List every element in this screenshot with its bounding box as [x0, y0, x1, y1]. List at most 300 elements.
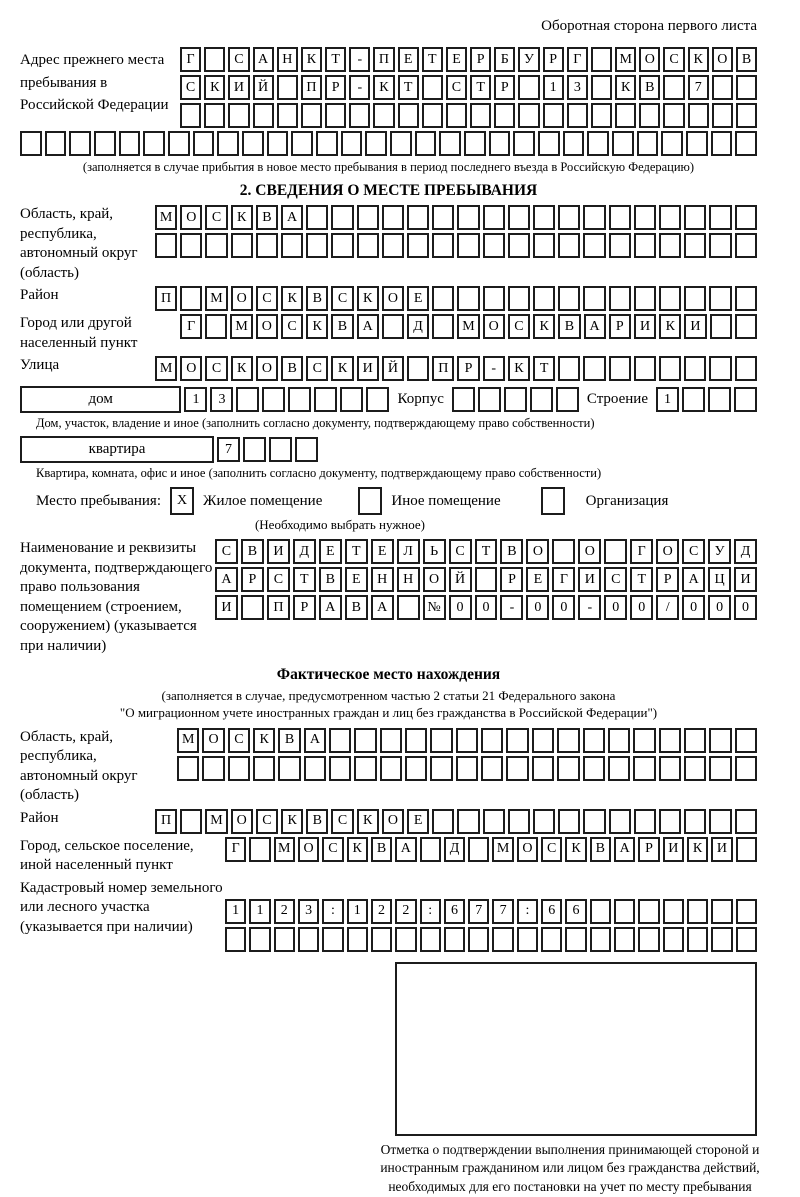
char-cell[interactable] — [634, 286, 656, 311]
char-cell[interactable] — [341, 131, 363, 156]
char-cell[interactable] — [373, 103, 394, 128]
char-cell[interactable]: И — [734, 567, 757, 592]
char-cell[interactable] — [533, 233, 555, 258]
char-cell[interactable]: С — [446, 75, 467, 100]
char-cell[interactable]: И — [228, 75, 249, 100]
char-cell[interactable] — [143, 131, 165, 156]
char-cell[interactable] — [736, 103, 757, 128]
char-cell[interactable] — [709, 728, 731, 753]
char-cell[interactable] — [382, 205, 404, 230]
char-cell[interactable] — [371, 927, 392, 952]
char-cell[interactable] — [242, 131, 264, 156]
char-cell[interactable] — [243, 437, 266, 462]
char-cell[interactable] — [508, 809, 530, 834]
char-cell[interactable]: С — [306, 356, 328, 381]
char-cell[interactable] — [659, 356, 681, 381]
char-cell[interactable] — [432, 233, 454, 258]
stay-type-checkbox-org[interactable] — [541, 487, 565, 515]
char-cell[interactable]: М — [274, 837, 295, 862]
char-cell[interactable] — [712, 103, 733, 128]
char-cell[interactable] — [446, 103, 467, 128]
char-cell[interactable]: К — [231, 205, 253, 230]
char-cell[interactable]: - — [483, 356, 505, 381]
char-cell[interactable] — [407, 356, 429, 381]
char-cell[interactable]: А — [584, 314, 606, 339]
char-cell[interactable] — [709, 809, 731, 834]
char-cell[interactable] — [637, 131, 659, 156]
char-cell[interactable] — [583, 756, 605, 781]
char-cell[interactable] — [357, 233, 379, 258]
char-cell[interactable]: Е — [526, 567, 549, 592]
char-cell[interactable] — [557, 756, 579, 781]
char-cell[interactable] — [357, 205, 379, 230]
char-cell[interactable] — [608, 728, 630, 753]
char-cell[interactable] — [420, 837, 441, 862]
char-cell[interactable] — [558, 356, 580, 381]
char-cell[interactable] — [478, 387, 501, 412]
char-cell[interactable]: С — [682, 539, 705, 564]
char-cell[interactable]: С — [256, 809, 278, 834]
char-cell[interactable]: М — [492, 837, 513, 862]
char-cell[interactable] — [380, 728, 402, 753]
char-cell[interactable] — [735, 728, 757, 753]
char-cell[interactable]: Р — [638, 837, 659, 862]
char-cell[interactable] — [439, 131, 461, 156]
char-cell[interactable] — [354, 728, 376, 753]
char-cell[interactable]: В — [500, 539, 523, 564]
char-cell[interactable] — [228, 756, 250, 781]
char-cell[interactable] — [468, 927, 489, 952]
char-cell[interactable] — [253, 756, 275, 781]
char-cell[interactable]: 0 — [552, 595, 575, 620]
char-cell[interactable] — [314, 387, 337, 412]
char-cell[interactable] — [398, 103, 419, 128]
char-cell[interactable]: К — [687, 837, 708, 862]
char-cell[interactable] — [456, 756, 478, 781]
char-cell[interactable] — [558, 286, 580, 311]
char-cell[interactable] — [366, 387, 389, 412]
char-cell[interactable]: : — [322, 899, 343, 924]
char-cell[interactable]: 1 — [249, 899, 270, 924]
char-cell[interactable] — [329, 756, 351, 781]
char-cell[interactable] — [518, 75, 539, 100]
char-cell[interactable] — [489, 131, 511, 156]
char-cell[interactable]: К — [204, 75, 225, 100]
char-cell[interactable]: С — [331, 809, 353, 834]
char-cell[interactable]: А — [614, 837, 635, 862]
char-cell[interactable] — [612, 131, 634, 156]
char-cell[interactable] — [684, 205, 706, 230]
char-cell[interactable] — [736, 837, 757, 862]
char-cell[interactable] — [241, 595, 264, 620]
char-cell[interactable]: 0 — [449, 595, 472, 620]
char-cell[interactable] — [506, 756, 528, 781]
char-cell[interactable] — [325, 103, 346, 128]
char-cell[interactable] — [634, 356, 656, 381]
char-cell[interactable]: С — [508, 314, 530, 339]
char-cell[interactable] — [659, 233, 681, 258]
char-cell[interactable]: 6 — [444, 899, 465, 924]
char-cell[interactable]: Т — [422, 47, 443, 72]
char-cell[interactable] — [329, 728, 351, 753]
char-cell[interactable]: В — [345, 595, 368, 620]
char-cell[interactable] — [711, 927, 732, 952]
char-cell[interactable]: 6 — [541, 899, 562, 924]
char-cell[interactable] — [684, 728, 706, 753]
char-cell[interactable] — [709, 233, 731, 258]
char-cell[interactable] — [452, 387, 475, 412]
char-cell[interactable] — [634, 205, 656, 230]
char-cell[interactable]: Д — [293, 539, 316, 564]
char-cell[interactable] — [609, 356, 631, 381]
char-cell[interactable]: Н — [277, 47, 298, 72]
char-cell[interactable]: Р — [470, 47, 491, 72]
char-cell[interactable] — [659, 205, 681, 230]
char-cell[interactable] — [306, 233, 328, 258]
house-type-box[interactable]: дом — [20, 386, 181, 413]
char-cell[interactable] — [205, 233, 227, 258]
char-cell[interactable] — [558, 205, 580, 230]
char-cell[interactable] — [711, 899, 732, 924]
char-cell[interactable] — [354, 756, 376, 781]
char-cell[interactable] — [663, 75, 684, 100]
char-cell[interactable]: К — [373, 75, 394, 100]
char-cell[interactable]: 1 — [184, 387, 207, 412]
char-cell[interactable]: Т — [475, 539, 498, 564]
char-cell[interactable]: Д — [407, 314, 429, 339]
char-cell[interactable] — [711, 131, 733, 156]
char-cell[interactable] — [432, 314, 454, 339]
char-cell[interactable]: Е — [345, 567, 368, 592]
char-cell[interactable]: А — [319, 595, 342, 620]
char-cell[interactable] — [533, 205, 555, 230]
char-cell[interactable] — [483, 286, 505, 311]
char-cell[interactable] — [558, 233, 580, 258]
char-cell[interactable] — [274, 927, 295, 952]
char-cell[interactable]: И — [663, 837, 684, 862]
char-cell[interactable]: 7 — [468, 899, 489, 924]
char-cell[interactable]: М — [457, 314, 479, 339]
char-cell[interactable]: В — [281, 356, 303, 381]
char-cell[interactable]: С — [331, 286, 353, 311]
char-cell[interactable]: Р — [500, 567, 523, 592]
char-cell[interactable] — [457, 205, 479, 230]
char-cell[interactable]: Н — [397, 567, 420, 592]
char-cell[interactable] — [430, 756, 452, 781]
char-cell[interactable] — [288, 387, 311, 412]
char-cell[interactable] — [633, 728, 655, 753]
char-cell[interactable]: Г — [567, 47, 588, 72]
char-cell[interactable]: С — [205, 356, 227, 381]
char-cell[interactable]: А — [395, 837, 416, 862]
char-cell[interactable] — [316, 131, 338, 156]
char-cell[interactable] — [508, 233, 530, 258]
char-cell[interactable]: М — [230, 314, 252, 339]
char-cell[interactable]: О — [639, 47, 660, 72]
char-cell[interactable] — [298, 927, 319, 952]
char-cell[interactable] — [563, 131, 585, 156]
char-cell[interactable]: С — [604, 567, 627, 592]
char-cell[interactable] — [638, 899, 659, 924]
char-cell[interactable] — [20, 131, 42, 156]
char-cell[interactable]: П — [155, 809, 177, 834]
char-cell[interactable] — [291, 131, 313, 156]
char-cell[interactable] — [583, 356, 605, 381]
char-cell[interactable]: В — [306, 809, 328, 834]
char-cell[interactable]: В — [639, 75, 660, 100]
char-cell[interactable]: О — [578, 539, 601, 564]
char-cell[interactable] — [470, 103, 491, 128]
char-cell[interactable] — [687, 927, 708, 952]
char-cell[interactable]: О — [712, 47, 733, 72]
char-cell[interactable] — [557, 728, 579, 753]
char-cell[interactable] — [444, 927, 465, 952]
char-cell[interactable]: В — [558, 314, 580, 339]
char-cell[interactable] — [639, 103, 660, 128]
char-cell[interactable] — [193, 131, 215, 156]
char-cell[interactable] — [155, 233, 177, 258]
char-cell[interactable] — [736, 899, 757, 924]
char-cell[interactable] — [483, 205, 505, 230]
char-cell[interactable] — [481, 728, 503, 753]
char-cell[interactable]: Т — [398, 75, 419, 100]
char-cell[interactable] — [661, 131, 683, 156]
char-cell[interactable] — [456, 728, 478, 753]
char-cell[interactable]: К — [659, 314, 681, 339]
char-cell[interactable]: Т — [345, 539, 368, 564]
char-cell[interactable] — [684, 756, 706, 781]
char-cell[interactable] — [591, 75, 612, 100]
char-cell[interactable] — [735, 131, 757, 156]
char-cell[interactable]: К — [347, 837, 368, 862]
char-cell[interactable]: Р — [241, 567, 264, 592]
char-cell[interactable] — [432, 286, 454, 311]
char-cell[interactable]: П — [155, 286, 177, 311]
char-cell[interactable] — [306, 205, 328, 230]
char-cell[interactable]: Ь — [423, 539, 446, 564]
char-cell[interactable]: У — [518, 47, 539, 72]
char-cell[interactable]: 1 — [656, 387, 679, 412]
char-cell[interactable] — [492, 927, 513, 952]
char-cell[interactable] — [295, 437, 318, 462]
char-cell[interactable]: С — [541, 837, 562, 862]
char-cell[interactable] — [583, 728, 605, 753]
char-cell[interactable] — [614, 899, 635, 924]
char-cell[interactable]: С — [663, 47, 684, 72]
char-cell[interactable]: Й — [449, 567, 472, 592]
char-cell[interactable]: П — [373, 47, 394, 72]
char-cell[interactable]: М — [155, 205, 177, 230]
char-cell[interactable] — [709, 205, 731, 230]
char-cell[interactable] — [735, 286, 757, 311]
char-cell[interactable]: А — [371, 595, 394, 620]
char-cell[interactable]: А — [253, 47, 274, 72]
char-cell[interactable] — [709, 756, 731, 781]
char-cell[interactable]: Е — [446, 47, 467, 72]
char-cell[interactable]: 0 — [708, 595, 731, 620]
char-cell[interactable] — [634, 233, 656, 258]
char-cell[interactable]: 0 — [682, 595, 705, 620]
char-cell[interactable]: М — [205, 809, 227, 834]
char-cell[interactable] — [663, 899, 684, 924]
char-cell[interactable] — [382, 233, 404, 258]
char-cell[interactable]: М — [615, 47, 636, 72]
char-cell[interactable]: 2 — [395, 899, 416, 924]
char-cell[interactable] — [556, 387, 579, 412]
char-cell[interactable] — [405, 728, 427, 753]
char-cell[interactable]: Т — [293, 567, 316, 592]
char-cell[interactable] — [468, 837, 489, 862]
char-cell[interactable]: П — [301, 75, 322, 100]
char-cell[interactable]: Е — [319, 539, 342, 564]
char-cell[interactable] — [608, 756, 630, 781]
char-cell[interactable]: О — [656, 539, 679, 564]
char-cell[interactable]: В — [278, 728, 300, 753]
char-cell[interactable] — [609, 233, 631, 258]
char-cell[interactable] — [231, 233, 253, 258]
char-cell[interactable] — [45, 131, 67, 156]
char-cell[interactable] — [390, 131, 412, 156]
char-cell[interactable]: В — [590, 837, 611, 862]
char-cell[interactable] — [236, 387, 259, 412]
char-cell[interactable]: Т — [533, 356, 555, 381]
char-cell[interactable] — [340, 387, 363, 412]
char-cell[interactable]: 1 — [347, 899, 368, 924]
char-cell[interactable] — [177, 756, 199, 781]
char-cell[interactable]: Р — [543, 47, 564, 72]
char-cell[interactable] — [688, 103, 709, 128]
char-cell[interactable] — [735, 356, 757, 381]
char-cell[interactable]: Т — [470, 75, 491, 100]
char-cell[interactable]: : — [420, 899, 441, 924]
char-cell[interactable]: 6 — [565, 899, 586, 924]
char-cell[interactable] — [278, 756, 300, 781]
char-cell[interactable]: И — [634, 314, 656, 339]
char-cell[interactable] — [567, 103, 588, 128]
char-cell[interactable] — [513, 131, 535, 156]
char-cell[interactable]: В — [256, 205, 278, 230]
char-cell[interactable] — [204, 103, 225, 128]
char-cell[interactable]: К — [357, 286, 379, 311]
char-cell[interactable]: О — [231, 286, 253, 311]
char-cell[interactable] — [735, 233, 757, 258]
char-cell[interactable] — [583, 205, 605, 230]
char-cell[interactable] — [543, 103, 564, 128]
char-cell[interactable] — [204, 47, 225, 72]
char-cell[interactable]: Е — [407, 286, 429, 311]
char-cell[interactable] — [735, 205, 757, 230]
char-cell[interactable]: П — [267, 595, 290, 620]
char-cell[interactable]: И — [215, 595, 238, 620]
char-cell[interactable]: Е — [371, 539, 394, 564]
char-cell[interactable] — [395, 927, 416, 952]
char-cell[interactable] — [277, 103, 298, 128]
char-cell[interactable]: К — [231, 356, 253, 381]
char-cell[interactable] — [609, 809, 631, 834]
char-cell[interactable] — [262, 387, 285, 412]
char-cell[interactable]: 0 — [604, 595, 627, 620]
char-cell[interactable]: М — [205, 286, 227, 311]
char-cell[interactable] — [269, 437, 292, 462]
char-cell[interactable] — [180, 809, 202, 834]
char-cell[interactable] — [609, 205, 631, 230]
char-cell[interactable] — [686, 131, 708, 156]
char-cell[interactable]: С — [205, 205, 227, 230]
char-cell[interactable] — [407, 233, 429, 258]
char-cell[interactable] — [736, 75, 757, 100]
char-cell[interactable] — [483, 809, 505, 834]
char-cell[interactable] — [533, 286, 555, 311]
char-cell[interactable] — [735, 809, 757, 834]
char-cell[interactable] — [168, 131, 190, 156]
char-cell[interactable]: А — [281, 205, 303, 230]
char-cell[interactable] — [552, 539, 575, 564]
char-cell[interactable] — [583, 809, 605, 834]
char-cell[interactable] — [256, 233, 278, 258]
char-cell[interactable]: К — [281, 809, 303, 834]
char-cell[interactable] — [659, 809, 681, 834]
char-cell[interactable]: 7 — [492, 899, 513, 924]
char-cell[interactable] — [180, 286, 202, 311]
char-cell[interactable] — [94, 131, 116, 156]
char-cell[interactable] — [277, 75, 298, 100]
char-cell[interactable] — [267, 131, 289, 156]
char-cell[interactable] — [659, 728, 681, 753]
char-cell[interactable]: С — [322, 837, 343, 862]
char-cell[interactable] — [541, 927, 562, 952]
char-cell[interactable]: Т — [325, 47, 346, 72]
char-cell[interactable]: П — [432, 356, 454, 381]
char-cell[interactable]: К — [508, 356, 530, 381]
char-cell[interactable] — [457, 809, 479, 834]
char-cell[interactable] — [506, 728, 528, 753]
char-cell[interactable] — [532, 728, 554, 753]
char-cell[interactable] — [684, 286, 706, 311]
char-cell[interactable] — [202, 756, 224, 781]
char-cell[interactable] — [119, 131, 141, 156]
char-cell[interactable]: К — [533, 314, 555, 339]
char-cell[interactable] — [587, 131, 609, 156]
char-cell[interactable]: И — [684, 314, 706, 339]
char-cell[interactable]: О — [526, 539, 549, 564]
char-cell[interactable]: В — [736, 47, 757, 72]
char-cell[interactable] — [591, 103, 612, 128]
char-cell[interactable]: И — [357, 356, 379, 381]
char-cell[interactable] — [69, 131, 91, 156]
char-cell[interactable]: Ц — [708, 567, 731, 592]
char-cell[interactable]: Г — [630, 539, 653, 564]
char-cell[interactable]: У — [708, 539, 731, 564]
char-cell[interactable] — [638, 927, 659, 952]
char-cell[interactable] — [420, 927, 441, 952]
char-cell[interactable]: К — [688, 47, 709, 72]
char-cell[interactable] — [249, 837, 270, 862]
char-cell[interactable]: Г — [552, 567, 575, 592]
char-cell[interactable]: 1 — [225, 899, 246, 924]
char-cell[interactable]: : — [517, 899, 538, 924]
char-cell[interactable] — [432, 205, 454, 230]
char-cell[interactable]: О — [517, 837, 538, 862]
char-cell[interactable] — [659, 286, 681, 311]
char-cell[interactable]: Г — [180, 314, 202, 339]
char-cell[interactable] — [518, 103, 539, 128]
char-cell[interactable]: О — [483, 314, 505, 339]
char-cell[interactable] — [422, 75, 443, 100]
char-cell[interactable]: О — [256, 356, 278, 381]
char-cell[interactable]: А — [682, 567, 705, 592]
char-cell[interactable] — [475, 567, 498, 592]
char-cell[interactable] — [538, 131, 560, 156]
